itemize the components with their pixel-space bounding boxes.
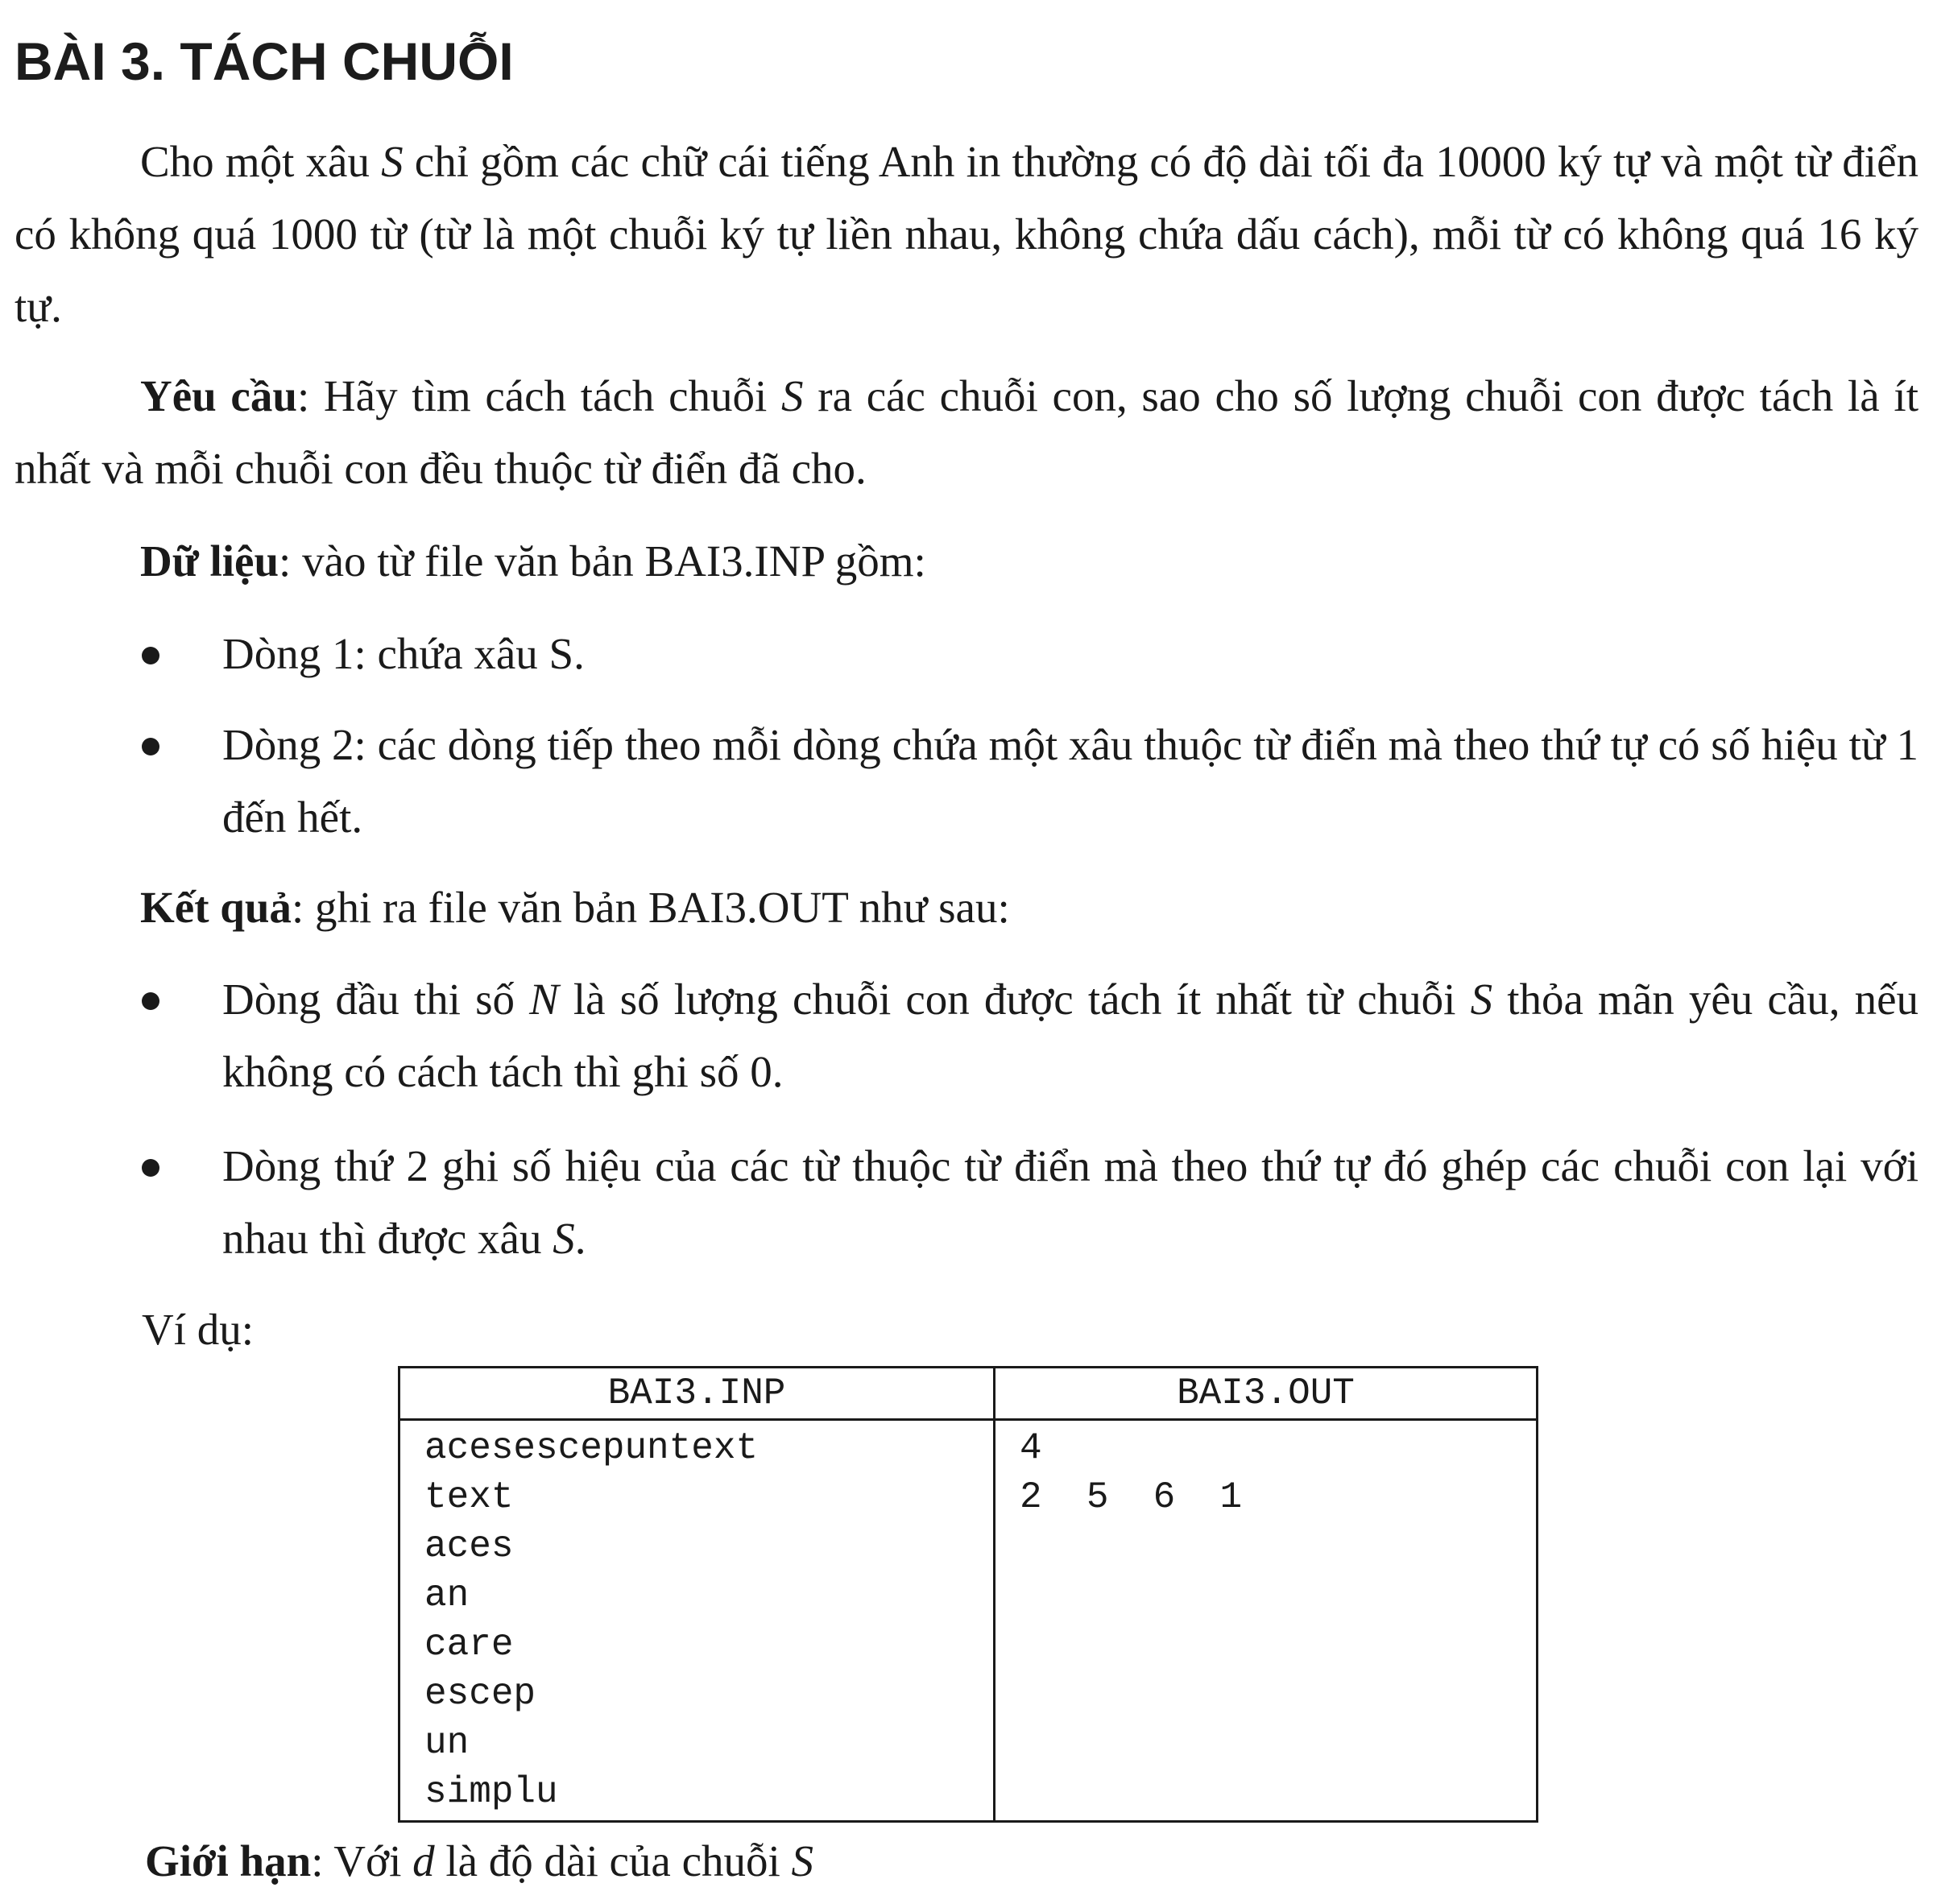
input-line: aces bbox=[424, 1525, 514, 1567]
input-line: simplu bbox=[424, 1771, 558, 1813]
input-bullet-1-text: Dòng 1: chứa xâu S. bbox=[222, 629, 585, 678]
output-bullet-1-text-2: là số lượng chuỗi con được tách ít nhất từ chuỗi bbox=[558, 975, 1471, 1024]
output-bullet-2-text-2: . bbox=[574, 1214, 586, 1263]
input-line: care bbox=[424, 1624, 514, 1666]
output-line: 2 5 6 1 bbox=[1020, 1476, 1243, 1518]
input-label: Dữ liệu bbox=[140, 536, 279, 586]
requirement-label: Yêu cầu bbox=[140, 371, 297, 420]
bullet-icon bbox=[142, 1159, 159, 1177]
input-line: text bbox=[424, 1476, 514, 1518]
intro-paragraph bbox=[14, 126, 1919, 343]
example-input-cell bbox=[399, 1420, 995, 1822]
requirement-text-1: : Hãy tìm cách tách chuỗi bbox=[296, 371, 782, 420]
problem-title: BÀI 3. TÁCH CHUỖI bbox=[14, 31, 514, 91]
limits-heading bbox=[145, 1825, 813, 1898]
input-line: un bbox=[424, 1722, 470, 1764]
limits-var-d: d bbox=[412, 1836, 435, 1885]
output-heading bbox=[140, 871, 1010, 944]
requirement-text-2: ra các chuỗi con, sao cho số lượng chuỗi con được tách là ít nhất và mỗi chuỗi con đều thuộc từ điển đã cho. bbox=[14, 371, 1919, 493]
intro-text-1: Cho một xâu bbox=[140, 137, 382, 186]
bullet-icon bbox=[142, 992, 159, 1010]
example-table bbox=[398, 1366, 1538, 1823]
bullet-icon bbox=[142, 738, 159, 755]
input-bullet-2-text: Dòng 2: các dòng tiếp theo mỗi dòng chứa một xâu thuộc từ điển mà theo thứ tự có số hiệu từ 1 đến hết. bbox=[222, 720, 1919, 842]
output-bullet-2-text-1: Dòng thứ 2 ghi số hiệu của các từ thuộc từ điển mà theo thứ tự đó ghép các chuỗi con lại với nhau thì được xâu bbox=[222, 1141, 1919, 1263]
input-text: : vào từ file văn bản BAI3.INP gồm: bbox=[279, 536, 926, 586]
output-bullet-1-text-1: Dòng đầu thi số bbox=[222, 975, 530, 1024]
output-line: 4 bbox=[1020, 1427, 1042, 1469]
output-bullet-2-text bbox=[222, 1130, 1919, 1275]
output-bullet-1-text bbox=[222, 963, 1919, 1108]
output-var-n: N bbox=[529, 975, 559, 1024]
input-heading bbox=[140, 525, 926, 598]
example-header-input: BAI3.INP bbox=[399, 1368, 995, 1420]
intro-var-s: S bbox=[381, 137, 404, 186]
example-header-output: BAI3.OUT bbox=[995, 1368, 1538, 1420]
output-text: : ghi ra file văn bản BAI3.OUT như sau: bbox=[291, 883, 1010, 932]
output-bullet-1-text-3: thỏa mãn yêu cầu, nếu không có cách tách thì ghi số 0. bbox=[222, 975, 1919, 1096]
requirement-var-s: S bbox=[781, 371, 804, 420]
example-table-header-row bbox=[399, 1368, 1538, 1420]
input-line: acesescepuntext bbox=[424, 1427, 759, 1469]
limits-text-2: là độ dài của chuỗi bbox=[434, 1836, 792, 1885]
output-label: Kết quả bbox=[140, 883, 292, 932]
input-line: an bbox=[424, 1575, 470, 1616]
example-output-cell bbox=[995, 1420, 1538, 1822]
limits-label: Giới hạn bbox=[145, 1836, 312, 1885]
example-table-row bbox=[399, 1420, 1538, 1822]
requirement-paragraph bbox=[14, 360, 1919, 505]
limits-var-s: S bbox=[791, 1836, 814, 1885]
output-bullet-2-var-s: S bbox=[553, 1214, 575, 1263]
output-var-s: S bbox=[1470, 975, 1493, 1024]
limits-text-1: : Với bbox=[311, 1836, 413, 1885]
example-heading: Ví dụ: bbox=[142, 1305, 255, 1354]
input-line: escep bbox=[424, 1673, 536, 1715]
intro-text-2: chỉ gồm các chữ cái tiếng Anh in thường có độ dài tối đa 10000 ký tự và một từ điển có không quá 1000 từ (từ là một chuỗi ký tự liền nhau, không chứa dấu cách), mỗi từ có không quá 16 ký tự. bbox=[14, 137, 1919, 331]
bullet-icon bbox=[142, 647, 159, 664]
